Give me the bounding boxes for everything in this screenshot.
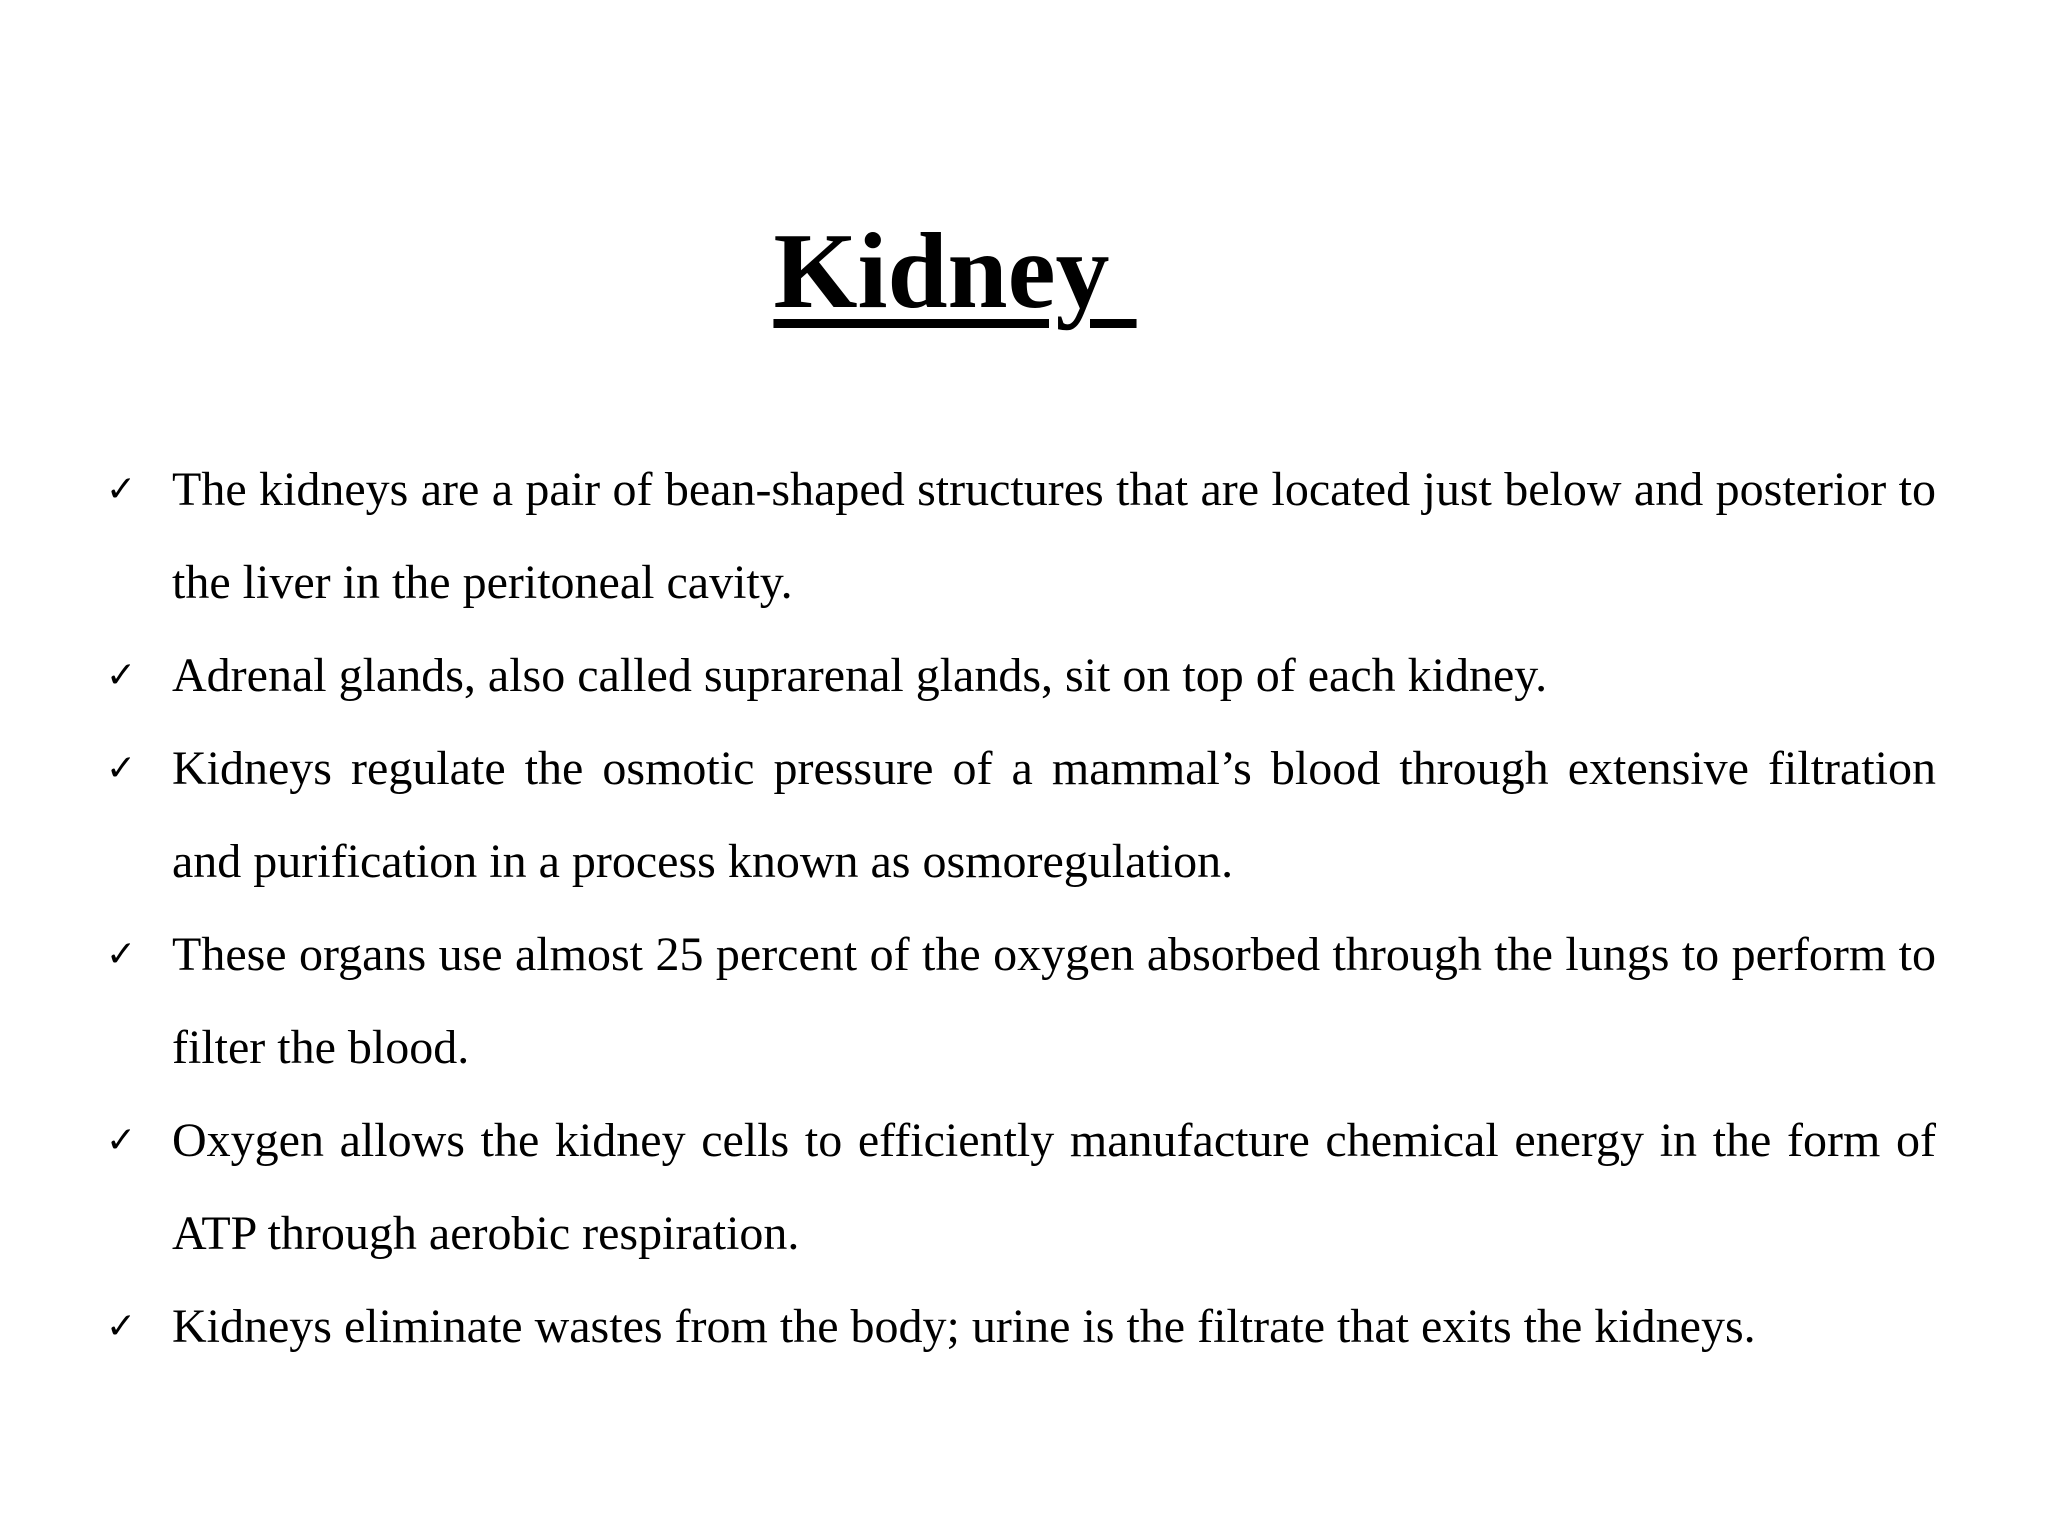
check-mark-icon: ✓ — [106, 1120, 137, 1161]
check-mark-icon: ✓ — [106, 1306, 137, 1347]
bullet-text: Oxygen allows the kidney cells to efficiently manufacture chemical energy in the form of ATP through aerobic respiration. — [172, 1114, 1936, 1260]
check-mark-icon: ✓ — [106, 469, 137, 510]
bullet-text: These organs use almost 25 percent of the oxygen absorbed through the lungs to perform to filter the blood. — [172, 928, 1936, 1074]
bullet-text: Adrenal glands, also called suprarenal glands, sit on top of each kidney. — [172, 649, 1548, 702]
bullet-item — [100, 629, 1936, 722]
bullet-text: The kidneys are a pair of bean-shaped structures that are located just below and posterior to the liver in the peritoneal cavity. — [172, 463, 1936, 609]
bullet-item — [100, 443, 1936, 629]
bullet-list — [100, 443, 1936, 1373]
check-mark-icon: ✓ — [106, 934, 137, 975]
bullet-item — [100, 1094, 1936, 1280]
bullet-item — [100, 1280, 1936, 1373]
slide-title: Kidney — [773, 212, 1137, 331]
check-mark-icon: ✓ — [106, 748, 137, 789]
bullet-text: Kidneys regulate the osmotic pressure of a mammal’s blood through extensive filtration and purification in a process known as osmoregulation. — [172, 742, 1936, 888]
bullet-text: Kidneys eliminate wastes from the body; urine is the filtrate that exits the kidneys. — [172, 1300, 1756, 1353]
bullet-item — [100, 722, 1936, 908]
check-mark-icon: ✓ — [106, 655, 137, 696]
bullet-item — [100, 908, 1936, 1094]
